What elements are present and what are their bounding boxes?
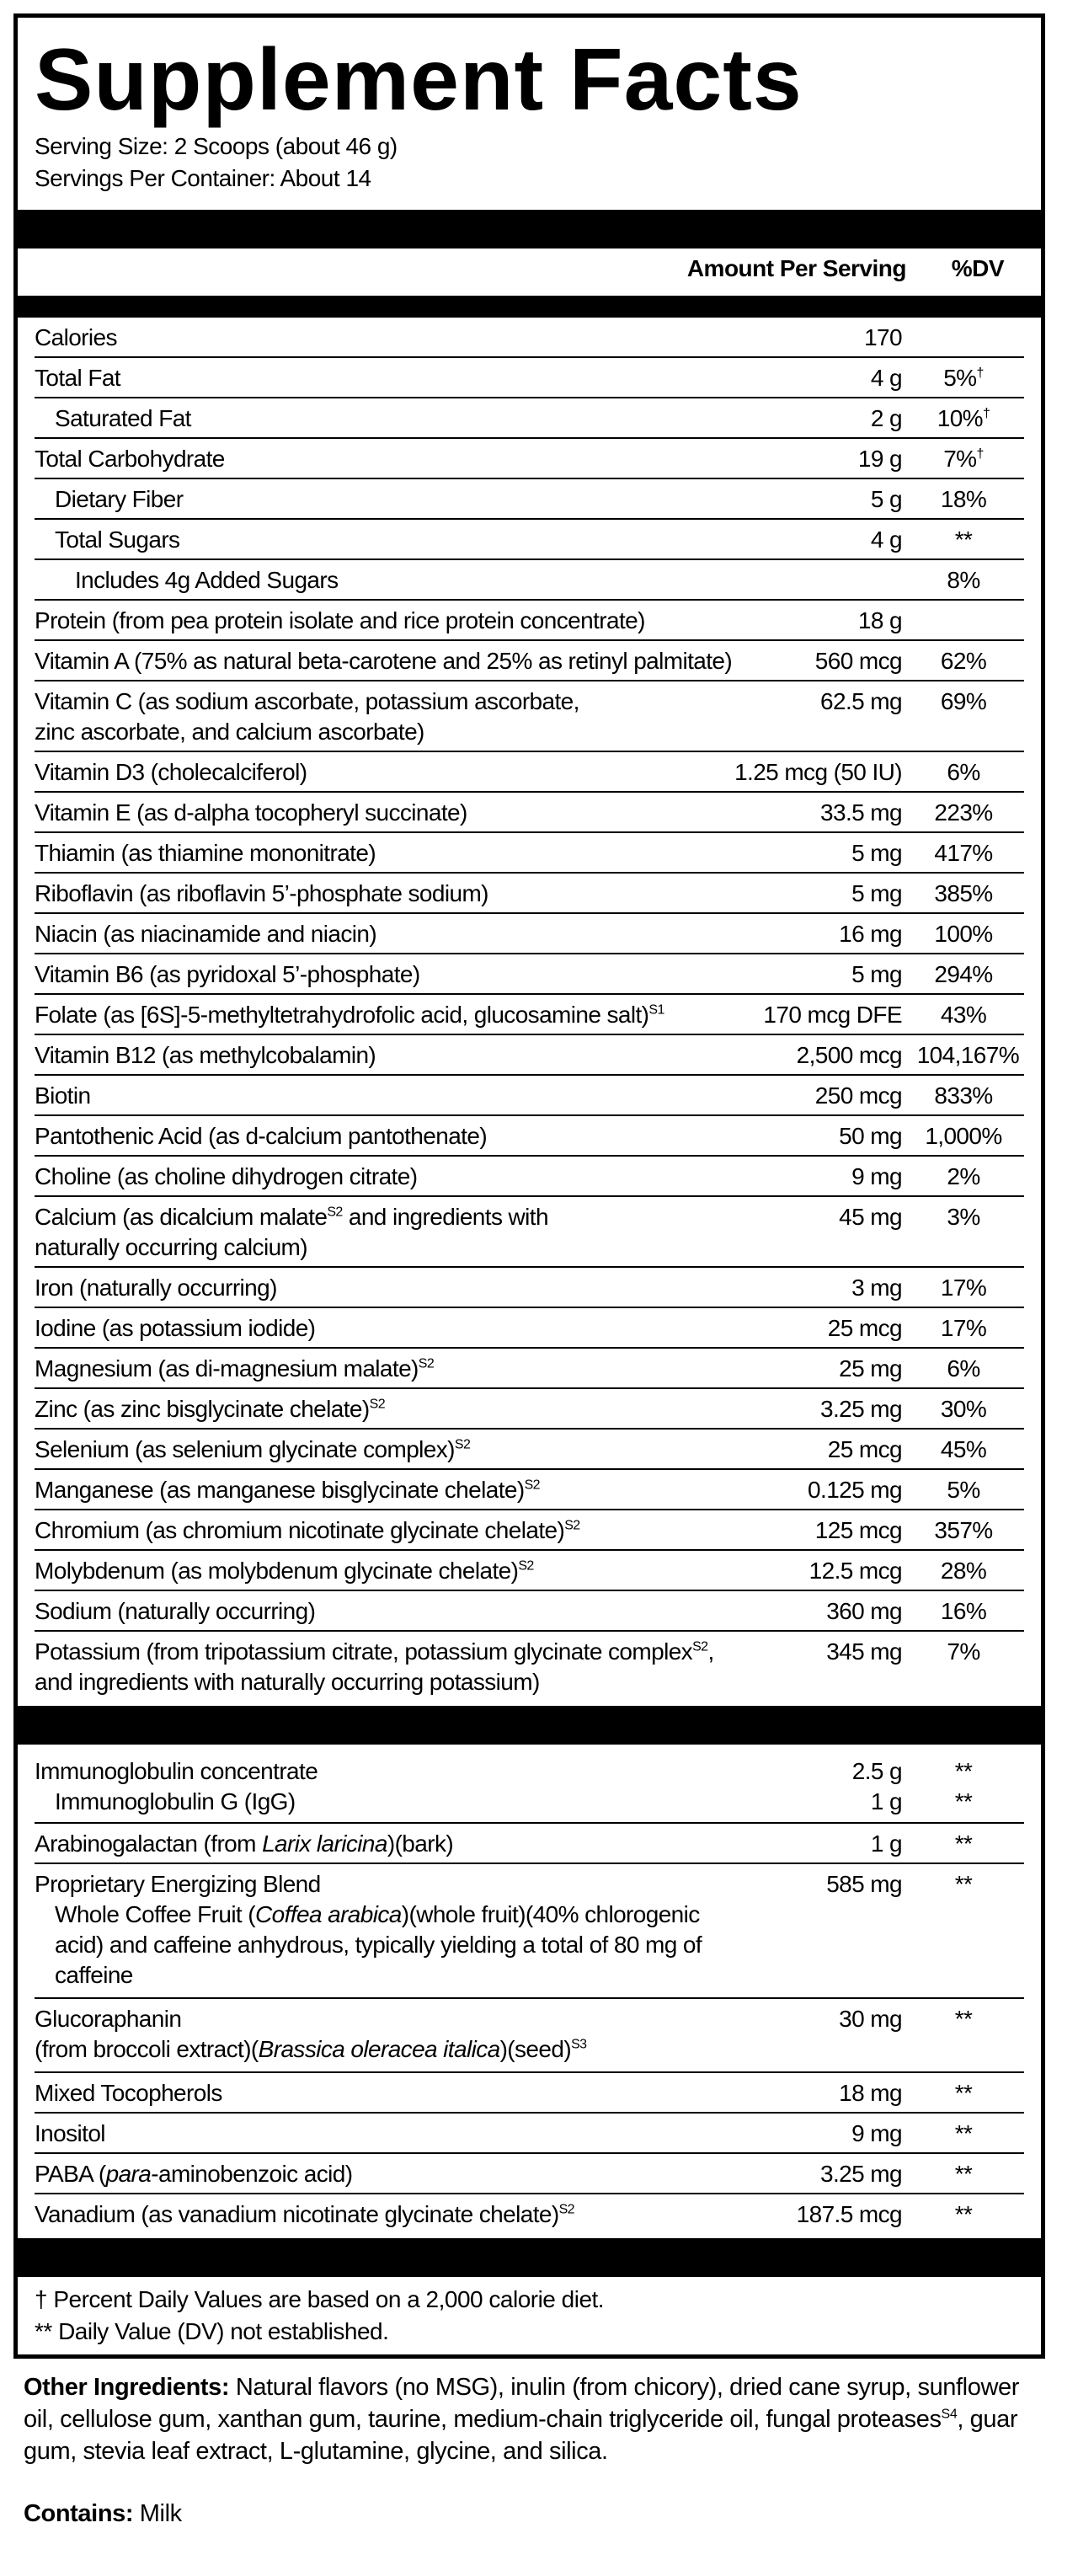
table-row: Riboflavin (as riboflavin 5’-phosphate sodium) 5 mg 385%	[35, 874, 1024, 914]
table-row: Vitamin B12 (as methylcobalamin) 2,500 mcg 104,167%	[35, 1035, 1024, 1076]
table-row: Vitamin D3 (cholecalciferol) 1.25 mcg (50 IU) 6%	[35, 752, 1024, 793]
table-row: Sodium (naturally occurring) 360 mg 16%	[35, 1591, 1024, 1632]
supplement-facts-panel	[13, 13, 1045, 2359]
table-row: Potassium (from tripotassium citrate, potassium glycinate complex$^{S2}$, and ingredients with naturally occurring potassium) 345 mg 7%	[35, 1638, 980, 1695]
table-row: Molybdenum (as molybdenum glycinate chelate)$^{S2}$ 12.5 mcg 28%	[35, 1551, 1024, 1591]
table-row: Chromium (as chromium nicotinate glycinate chelate)$^{S2}$ 125 mcg 357%	[35, 1510, 1024, 1551]
contains-statement: Contains: Milk	[24, 2500, 182, 2527]
servings-per-container: Servings Per Container: About 14	[35, 165, 371, 191]
table-row: Includes 4g Added Sugars 8%	[35, 560, 1024, 601]
serving-size: Serving Size: 2 Scoops (about 46 g)	[35, 133, 398, 159]
panel-title: Supplement Facts	[35, 31, 803, 129]
column-header	[35, 249, 1024, 296]
table-row: Calories 170	[35, 318, 1024, 358]
table-row: Vitamin B6 (as pyridoxal 5’-phosphate) 5 mg 294%	[35, 954, 1024, 995]
table-row: Saturated Fat 2 g 10%†	[35, 398, 1024, 439]
table-row: Vitamin E (as d-alpha tocopheryl succinate) 33.5 mg 223%	[35, 793, 1024, 833]
table-row: Arabinogalactan (from Larix laricina)(bark) 1 g **	[35, 1824, 1024, 1864]
other-ingredients: Other Ingredients: Natural flavors (no MSG), inulin (from chicory), dried cane syrup, sunflower oil, cellulose gum, xanthan gum, taurine, medium-chain triglyceride oil, fungal proteases$^{S4}$, guar gum, stevia leaf extract, L-glutamine, glycine, and silica.	[24, 2374, 1019, 2465]
table-row: Biotin 250 mcg 833%	[35, 1076, 1024, 1116]
medium-divider	[18, 296, 1041, 318]
footnote-dagger: † Percent Daily Values are based on a 2,000 calorie diet.	[35, 2286, 605, 2312]
table-row: Magnesium (as di-magnesium malate)$^{S2}$ 25 mg 6%	[35, 1349, 1024, 1389]
table-row: Immunoglobulin concentrate Immunoglobulin G (IgG) 2.5 g ** 1 g **	[35, 1751, 1024, 1824]
table-row: Choline (as choline dihydrogen citrate) 9 mg 2%	[35, 1157, 1024, 1197]
table-row: Manganese (as manganese bisglycinate chelate)$^{S2}$ 0.125 mg 5%	[35, 1470, 1024, 1510]
table-row: Vitamin A (75% as natural beta-carotene and 25% as retinyl palmitate) 560 mcg 62%	[35, 641, 1024, 681]
table-row: Zinc (as zinc bisglycinate chelate)$^{S2}$ 3.25 mg 30%	[35, 1389, 1024, 1430]
table-row: Vitamin C (as sodium ascorbate, potassium ascorbate, zinc ascorbate, and calcium ascorbate) 62.5 mg 69%	[35, 681, 1024, 752]
table-row: Niacin (as niacinamide and niacin) 16 mg 100%	[35, 914, 1024, 954]
table-row: Total Carbohydrate 19 g 7%†	[35, 439, 1024, 479]
thick-divider	[18, 1706, 1041, 1745]
thick-divider	[18, 2238, 1041, 2277]
table-row: Pantothenic Acid (as d-calcium pantothenate) 50 mg 1,000%	[35, 1116, 1024, 1157]
table-row: Dietary Fiber 5 g 18%	[35, 479, 1024, 520]
table-row: Proprietary Energizing Blend Whole Coffee Fruit (Coffea arabica)(whole fruit)(40% chlorogenic acid) and caffeine anhydrous, typically yielding a total of 80 mg of caffeine 585 mg **	[35, 1864, 1024, 1999]
table-row: Total Fat 4 g 5%†	[35, 358, 1024, 398]
table-row: Iodine (as potassium iodide) 25 mcg 17%	[35, 1308, 1024, 1349]
table-row: Iron (naturally occurring) 3 mg 17%	[35, 1268, 1024, 1308]
dv-header: %DV	[951, 255, 1004, 281]
footnote-stars: ** Daily Value (DV) not established.	[35, 2318, 389, 2344]
table-row: Selenium (as selenium glycinate complex)$^{S2}$ 25 mcg 45%	[35, 1430, 1024, 1470]
table-row: Protein (from pea protein isolate and rice protein concentrate) 18 g	[35, 601, 1024, 641]
table-row: Glucoraphanin (from broccoli extract)(Brassica oleracea italica)(seed)$^{S3}$ 30 mg **	[35, 1999, 1024, 2073]
other-ingredient-table	[35, 1751, 1024, 2238]
table-row: Thiamin (as thiamine mononitrate) 5 mg 417%	[35, 833, 1024, 874]
table-row: Mixed Tocopherols 18 mg **	[35, 2073, 1024, 2114]
thick-divider	[18, 210, 1041, 249]
table-row: Calcium (as dicalcium malate$^{S2}$ and ingredients with naturally occurring calcium) 45 mg 3%	[35, 1197, 1024, 1268]
nutrient-table	[35, 318, 1024, 1706]
table-row: PABA (para-aminobenzoic acid) 3.25 mg **	[35, 2154, 1024, 2194]
table-row: Vanadium (as vanadium nicotinate glycinate chelate)$^{S2}$ 187.5 mcg **	[35, 2201, 973, 2227]
table-row: Total Sugars 4 g **	[35, 520, 1024, 560]
table-row: Folate (as [6S]-5-methyltetrahydrofolic acid, glucosamine salt)$^{S1}$ 170 mcg DFE 43%	[35, 995, 1024, 1035]
amount-header: Amount Per Serving	[686, 255, 906, 281]
table-row: Inositol 9 mg **	[35, 2114, 1024, 2154]
